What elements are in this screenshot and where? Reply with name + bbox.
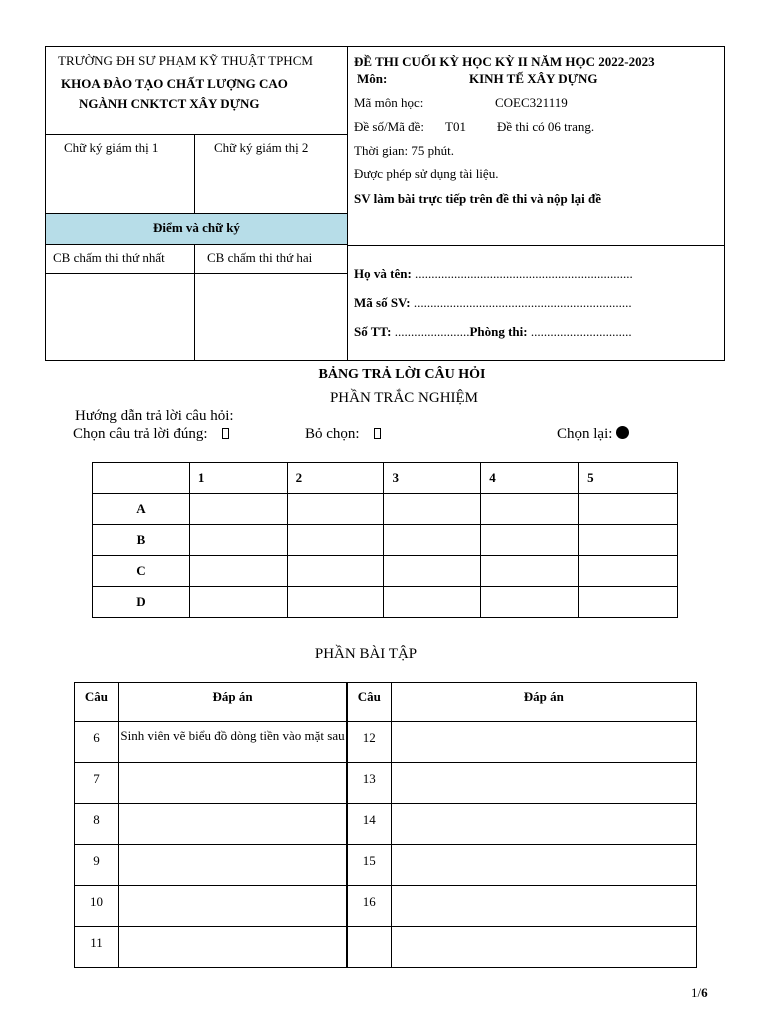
mc-row bbox=[93, 556, 678, 587]
exam-duration: Thời gian: 75 phút. bbox=[354, 143, 455, 158]
answer-cell[interactable] bbox=[118, 804, 347, 845]
school-name: TRƯỜNG ĐH SƯ PHẠM KỸ THUẬT TPHCM bbox=[58, 53, 313, 68]
question-number: 10 bbox=[75, 886, 119, 927]
exam-title: ĐỀ THI CUỐI KỲ HỌC KỲ II NĂM HỌC 2022-2023 bbox=[354, 54, 655, 69]
question-number: 15 bbox=[347, 845, 391, 886]
mc-answer-cell[interactable] bbox=[287, 556, 384, 587]
mc-column-header: 2 bbox=[287, 463, 384, 494]
answer-column-header: Đáp án bbox=[391, 683, 696, 722]
page-total: 6 bbox=[701, 985, 708, 1000]
major-name: NGÀNH CNKTCT XÂY DỰNG bbox=[79, 96, 260, 111]
answer-cell[interactable] bbox=[391, 722, 696, 763]
exercise-row bbox=[75, 804, 697, 845]
answer-cell[interactable] bbox=[391, 845, 696, 886]
student-name-dots: ................................................................... bbox=[411, 266, 633, 281]
question-number: 16 bbox=[347, 886, 391, 927]
question-number: 8 bbox=[75, 804, 119, 845]
rechoose-instruction bbox=[557, 426, 629, 443]
answer-cell[interactable] bbox=[118, 886, 347, 927]
mc-answer-cell[interactable] bbox=[579, 494, 678, 525]
filled-circle-icon bbox=[616, 426, 629, 439]
subject-value: KINH TẾ XÂY DỰNG bbox=[469, 71, 598, 86]
mc-column-header: 5 bbox=[579, 463, 678, 494]
answer-cell[interactable] bbox=[118, 763, 347, 804]
checkbox-icon bbox=[222, 428, 229, 439]
mc-header-row bbox=[93, 463, 678, 494]
header-rule bbox=[46, 213, 347, 214]
question-number: 14 bbox=[347, 804, 391, 845]
student-id-label: Mã số SV: bbox=[354, 295, 411, 310]
page-number bbox=[691, 985, 708, 1001]
unchoose-label: Bỏ chọn: bbox=[305, 426, 360, 442]
seq-dots: ....................... bbox=[391, 324, 470, 339]
mc-row bbox=[93, 587, 678, 618]
mc-row-header: A bbox=[93, 494, 190, 525]
mc-column-header: 4 bbox=[481, 463, 579, 494]
mc-answer-cell[interactable] bbox=[579, 525, 678, 556]
proctor1-label: Chữ ký giám thị 1 bbox=[64, 140, 159, 155]
mc-answer-cell[interactable] bbox=[189, 525, 287, 556]
unchoose-instruction bbox=[305, 426, 381, 443]
exam-number-label: Đề số/Mã đề: bbox=[354, 119, 425, 134]
mc-answer-cell[interactable] bbox=[384, 556, 481, 587]
question-number: 7 bbox=[75, 763, 119, 804]
mc-answer-table bbox=[92, 462, 678, 618]
page-count-note: Đề thi có 06 trang. bbox=[497, 119, 595, 134]
grader2-label: CB chấm thi thứ hai bbox=[207, 250, 313, 265]
exam-header bbox=[45, 46, 725, 361]
mc-column-header: 3 bbox=[384, 463, 481, 494]
answer-cell[interactable] bbox=[118, 927, 347, 968]
page-current: 1/ bbox=[691, 985, 702, 1000]
header-divider bbox=[347, 47, 348, 360]
header-rule bbox=[46, 134, 347, 135]
mc-answer-cell[interactable] bbox=[384, 525, 481, 556]
grader-divider bbox=[194, 244, 195, 361]
submission-instruction: SV làm bài trực tiếp trên đề thi và nộp lại đề bbox=[354, 191, 601, 206]
choose-label: Chọn câu trả lời đúng: bbox=[73, 426, 208, 442]
mc-column-header: 1 bbox=[189, 463, 287, 494]
mc-row bbox=[93, 525, 678, 556]
answer-cell[interactable]: Sinh viên vẽ biểu đồ dòng tiền vào mặt sau bbox=[118, 722, 347, 763]
subject-label: Môn: bbox=[357, 71, 388, 86]
question-number: 12 bbox=[347, 722, 391, 763]
rechoose-label: Chọn lại: bbox=[557, 426, 613, 442]
proctor2-label: Chữ ký giám thị 2 bbox=[214, 140, 309, 155]
proctor-divider bbox=[194, 135, 195, 214]
answer-column-header: Đáp án bbox=[118, 683, 347, 722]
mc-answer-cell[interactable] bbox=[481, 525, 579, 556]
student-name-label: Họ và tên: bbox=[354, 266, 412, 281]
answer-cell[interactable] bbox=[391, 804, 696, 845]
course-code-label: Mã môn học: bbox=[354, 95, 424, 110]
seq-label: Số TT: bbox=[354, 324, 392, 339]
question-number: 9 bbox=[75, 845, 119, 886]
header-rule bbox=[46, 244, 347, 245]
exercise-row bbox=[75, 886, 697, 927]
faculty-name: KHOA ĐÀO TẠO CHẤT LƯỢNG CAO bbox=[61, 76, 288, 91]
exercise-row bbox=[75, 722, 697, 763]
materials-note: Được phép sử dụng tài liệu. bbox=[354, 166, 499, 181]
mc-answer-cell[interactable] bbox=[189, 556, 287, 587]
student-id-dots: ................................................................... bbox=[410, 295, 632, 310]
exercise-section-title: PHẦN BÀI TẬP bbox=[314, 646, 418, 662]
answer-sheet-title: BẢNG TRẢ LỜI CÂU HỎI bbox=[318, 367, 486, 382]
exercise-row bbox=[75, 845, 697, 886]
answer-cell[interactable] bbox=[391, 886, 696, 927]
question-number: 6 bbox=[75, 722, 119, 763]
room-dots: ............................... bbox=[527, 324, 632, 339]
answer-cell[interactable] bbox=[391, 927, 696, 968]
mc-answer-cell[interactable] bbox=[481, 587, 579, 618]
header-rule bbox=[347, 245, 725, 246]
course-code-value: COEC321119 bbox=[495, 95, 568, 110]
mc-answer-cell[interactable] bbox=[287, 525, 384, 556]
mc-answer-cell[interactable] bbox=[287, 587, 384, 618]
answer-cell[interactable] bbox=[391, 763, 696, 804]
mc-answer-cell[interactable] bbox=[189, 494, 287, 525]
exercise-row bbox=[75, 927, 697, 968]
mc-answer-cell[interactable] bbox=[287, 494, 384, 525]
mc-row-header: D bbox=[93, 587, 190, 618]
question-number: 13 bbox=[347, 763, 391, 804]
mc-answer-cell[interactable] bbox=[189, 587, 287, 618]
student-name-line bbox=[354, 266, 633, 282]
student-id-line bbox=[354, 295, 632, 311]
mc-answer-cell[interactable] bbox=[384, 494, 481, 525]
mc-answer-cell[interactable] bbox=[384, 587, 481, 618]
answer-guide: Hướng dẫn trả lời câu hỏi: bbox=[75, 408, 234, 424]
question-number: 11 bbox=[75, 927, 119, 968]
mc-answer-cell[interactable] bbox=[579, 556, 678, 587]
exercise-answer-table bbox=[74, 682, 697, 968]
mc-row-header: C bbox=[93, 556, 190, 587]
mc-corner-cell bbox=[93, 463, 190, 494]
checkbox-icon bbox=[374, 428, 381, 439]
question-column-header: Câu bbox=[347, 683, 391, 722]
score-band-label: Điểm và chữ ký bbox=[153, 220, 240, 235]
header-rule bbox=[46, 273, 347, 274]
question-column-header: Câu bbox=[75, 683, 119, 722]
seat-room-line bbox=[354, 324, 632, 340]
exam-number-value: T01 bbox=[445, 119, 466, 134]
mc-row bbox=[93, 494, 678, 525]
mc-answer-cell[interactable] bbox=[579, 587, 678, 618]
choose-instruction bbox=[73, 426, 229, 443]
answer-cell[interactable] bbox=[118, 845, 347, 886]
grader1-label: CB chấm thi thứ nhất bbox=[53, 250, 165, 265]
question-number bbox=[347, 927, 391, 968]
room-label: Phòng thi: bbox=[469, 324, 528, 339]
exercise-row bbox=[75, 763, 697, 804]
exercise-header-row bbox=[75, 683, 697, 722]
mc-section-title: PHẦN TRẮC NGHIỆM bbox=[329, 390, 479, 406]
mc-answer-cell[interactable] bbox=[481, 494, 579, 525]
mc-answer-cell[interactable] bbox=[481, 556, 579, 587]
mc-row-header: B bbox=[93, 525, 190, 556]
